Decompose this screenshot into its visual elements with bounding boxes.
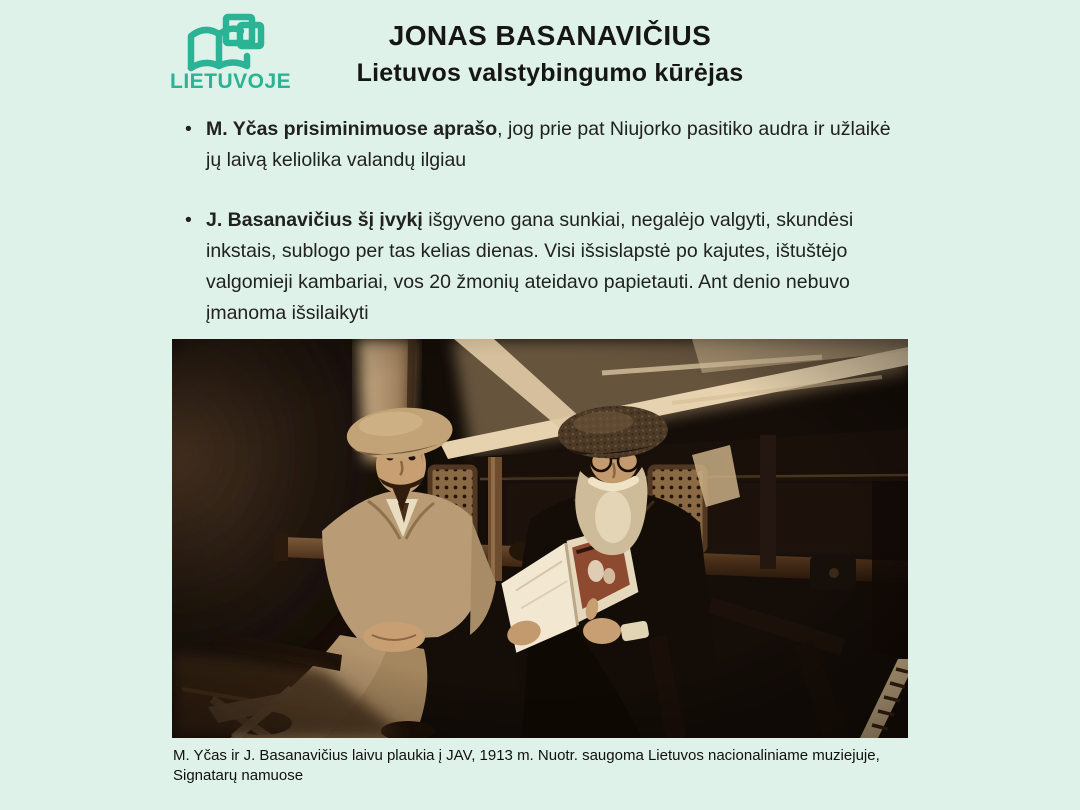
bullet-1-text: , jog prie pat Niujorko pasitiko audra ir užlaikė jų laivą keliolika valandų ilgiau bbox=[206, 118, 891, 171]
header bbox=[0, 20, 1080, 88]
bullet-list bbox=[183, 114, 905, 329]
page-title: JONAS BASANAVIČIUS bbox=[388, 20, 712, 51]
bullet-item-2 bbox=[183, 205, 905, 329]
bullet-2-lead: J. Basanavičius šį įvykį bbox=[206, 209, 423, 231]
page-subtitle: Lietuvos valstybingumo kūrėjas bbox=[356, 59, 744, 87]
photo-caption: M. Yčas ir J. Basanavičius laivu plaukia į JAV, 1913 m. Nuotr. saugoma Lietuvos nacionaliniame muziejuje, Signatarų namuose bbox=[173, 747, 880, 784]
bullet-2-text: išgyveno gana sunkiai, negalėjo valgyti, skundėsi inkstais, sublogo per tas kelias dienas. Visi išsislapstė po kajutes, ištuštėjo valgomieji kambariai, vos 20 žmonių ateidavo papietauti. Ant denio nebuvo įmanoma išsilaikyti bbox=[206, 209, 854, 324]
photo-scene bbox=[172, 339, 908, 738]
bullet-item-1 bbox=[183, 114, 905, 176]
historical-photo bbox=[172, 339, 908, 738]
bullet-1-lead: M. Yčas prisiminimuose aprašo bbox=[206, 118, 498, 140]
logo-label: LIETUVOJE bbox=[170, 70, 292, 93]
